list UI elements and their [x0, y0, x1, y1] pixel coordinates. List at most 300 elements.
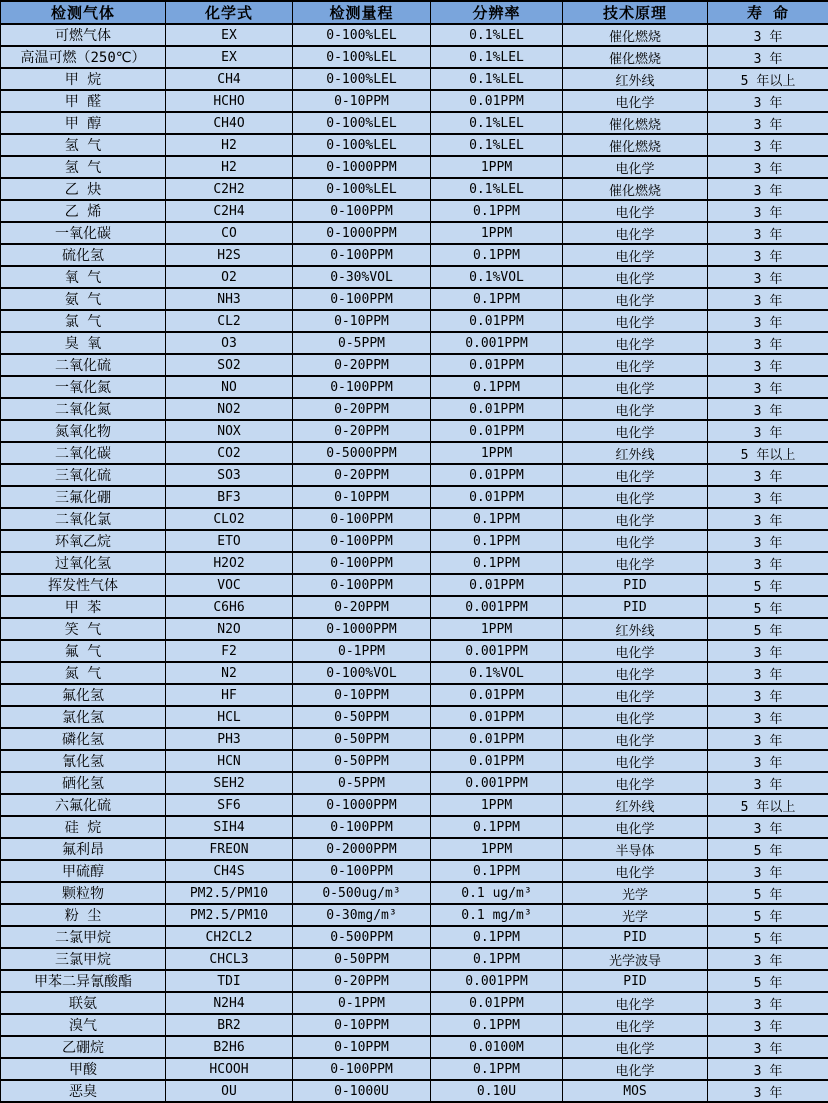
cell-principle: 电化学: [563, 376, 708, 398]
table-row: [1, 684, 828, 706]
cell-resolution: 0.01PPM: [431, 90, 563, 112]
column-header-range: 检测量程: [293, 1, 431, 24]
cell-principle: 电化学: [563, 860, 708, 882]
cell-principle: 电化学: [563, 1058, 708, 1080]
cell-principle: PID: [563, 574, 708, 596]
cell-gas: 氮氧化物: [1, 420, 166, 442]
cell-lifespan: 3 年: [708, 266, 828, 288]
cell-range: 0-20PPM: [293, 420, 431, 442]
cell-range: 0-100PPM: [293, 574, 431, 596]
cell-lifespan: 3 年: [708, 750, 828, 772]
cell-gas: 氧 气: [1, 266, 166, 288]
cell-principle: 电化学: [563, 508, 708, 530]
cell-gas: 甲 醛: [1, 90, 166, 112]
cell-gas: 二氧化氯: [1, 508, 166, 530]
cell-range: 0-100PPM: [293, 530, 431, 552]
cell-resolution: 0.1%LEL: [431, 178, 563, 200]
table-row: [1, 794, 828, 816]
cell-lifespan: 5 年: [708, 618, 828, 640]
cell-gas: 一氧化碳: [1, 222, 166, 244]
cell-principle: 电化学: [563, 728, 708, 750]
cell-resolution: 0.001PPM: [431, 332, 563, 354]
cell-resolution: 0.1%LEL: [431, 134, 563, 156]
table-row: [1, 530, 828, 552]
cell-principle: 半导体: [563, 838, 708, 860]
cell-lifespan: 3 年: [708, 134, 828, 156]
table-row: [1, 552, 828, 574]
cell-principle: 催化燃烧: [563, 112, 708, 134]
table-row: [1, 398, 828, 420]
cell-resolution: 0.1%VOL: [431, 662, 563, 684]
cell-formula: CO: [166, 222, 293, 244]
cell-resolution: 0.1PPM: [431, 816, 563, 838]
cell-principle: 催化燃烧: [563, 24, 708, 46]
cell-formula: CH2CL2: [166, 926, 293, 948]
cell-range: 0-100%LEL: [293, 178, 431, 200]
cell-range: 0-100PPM: [293, 816, 431, 838]
cell-principle: 电化学: [563, 288, 708, 310]
cell-resolution: 0.1%LEL: [431, 24, 563, 46]
cell-gas: 硫化氢: [1, 244, 166, 266]
cell-range: 0-1000PPM: [293, 156, 431, 178]
cell-lifespan: 5 年: [708, 926, 828, 948]
cell-lifespan: 3 年: [708, 90, 828, 112]
cell-lifespan: 5 年以上: [708, 442, 828, 464]
cell-range: 0-100PPM: [293, 1058, 431, 1080]
cell-lifespan: 3 年: [708, 420, 828, 442]
cell-gas: 甲 醇: [1, 112, 166, 134]
cell-gas: 磷化氢: [1, 728, 166, 750]
cell-resolution: 1PPM: [431, 442, 563, 464]
cell-gas: 甲硫醇: [1, 860, 166, 882]
cell-lifespan: 3 年: [708, 398, 828, 420]
cell-lifespan: 3 年: [708, 156, 828, 178]
cell-gas: 甲 烷: [1, 68, 166, 90]
table-row: [1, 244, 828, 266]
cell-formula: C6H6: [166, 596, 293, 618]
cell-principle: 电化学: [563, 156, 708, 178]
cell-formula: HCN: [166, 750, 293, 772]
table-row: [1, 200, 828, 222]
cell-principle: 催化燃烧: [563, 178, 708, 200]
cell-resolution: 0.01PPM: [431, 992, 563, 1014]
table-row: [1, 310, 828, 332]
cell-resolution: 0.01PPM: [431, 706, 563, 728]
table-row: [1, 574, 828, 596]
cell-gas: 臭 氧: [1, 332, 166, 354]
cell-formula: N2O: [166, 618, 293, 640]
cell-resolution: 0.1PPM: [431, 244, 563, 266]
cell-gas: 氮 气: [1, 662, 166, 684]
table-row: [1, 618, 828, 640]
cell-principle: 电化学: [563, 222, 708, 244]
column-header-formula: 化学式: [166, 1, 293, 24]
cell-principle: PID: [563, 926, 708, 948]
cell-gas: 二氯甲烷: [1, 926, 166, 948]
cell-range: 0-5PPM: [293, 772, 431, 794]
cell-principle: 红外线: [563, 794, 708, 816]
cell-lifespan: 3 年: [708, 684, 828, 706]
cell-principle: 催化燃烧: [563, 46, 708, 68]
cell-formula: BF3: [166, 486, 293, 508]
cell-resolution: 0.001PPM: [431, 772, 563, 794]
table-row: [1, 882, 828, 904]
cell-principle: 电化学: [563, 310, 708, 332]
cell-gas: 粉 尘: [1, 904, 166, 926]
cell-resolution: 0.01PPM: [431, 750, 563, 772]
cell-principle: 电化学: [563, 552, 708, 574]
cell-formula: PM2.5/PM10: [166, 882, 293, 904]
cell-formula: C2H4: [166, 200, 293, 222]
cell-resolution: 1PPM: [431, 838, 563, 860]
cell-range: 0-100%LEL: [293, 46, 431, 68]
cell-principle: 电化学: [563, 486, 708, 508]
cell-formula: SIH4: [166, 816, 293, 838]
cell-gas: 三氟化硼: [1, 486, 166, 508]
cell-range: 0-100PPM: [293, 200, 431, 222]
cell-range: 0-20PPM: [293, 970, 431, 992]
cell-principle: 光学波导: [563, 948, 708, 970]
table-row: [1, 508, 828, 530]
cell-lifespan: 3 年: [708, 486, 828, 508]
cell-range: 0-100%LEL: [293, 68, 431, 90]
cell-gas: 乙 炔: [1, 178, 166, 200]
cell-principle: 电化学: [563, 244, 708, 266]
cell-lifespan: 5 年: [708, 882, 828, 904]
cell-principle: 电化学: [563, 1014, 708, 1036]
cell-formula: SEH2: [166, 772, 293, 794]
cell-gas: 过氧化氢: [1, 552, 166, 574]
cell-formula: NO2: [166, 398, 293, 420]
cell-formula: PH3: [166, 728, 293, 750]
cell-gas: 六氟化硫: [1, 794, 166, 816]
table-row: [1, 1036, 828, 1058]
cell-range: 0-1000PPM: [293, 222, 431, 244]
table-row: [1, 90, 828, 112]
cell-formula: EX: [166, 24, 293, 46]
table-row: [1, 464, 828, 486]
cell-formula: CL2: [166, 310, 293, 332]
table-row: [1, 750, 828, 772]
cell-resolution: 0.1%LEL: [431, 68, 563, 90]
cell-gas: 环氧乙烷: [1, 530, 166, 552]
cell-principle: 电化学: [563, 332, 708, 354]
cell-gas: 二氧化氮: [1, 398, 166, 420]
cell-resolution: 0.1%VOL: [431, 266, 563, 288]
cell-resolution: 0.01PPM: [431, 486, 563, 508]
cell-lifespan: 3 年: [708, 508, 828, 530]
table-row: [1, 640, 828, 662]
cell-formula: O2: [166, 266, 293, 288]
table-row: [1, 860, 828, 882]
cell-range: 0-1000U: [293, 1080, 431, 1102]
cell-formula: FREON: [166, 838, 293, 860]
cell-resolution: 0.1PPM: [431, 288, 563, 310]
cell-principle: 电化学: [563, 640, 708, 662]
cell-resolution: 0.1PPM: [431, 1014, 563, 1036]
table-row: [1, 486, 828, 508]
cell-formula: H2: [166, 156, 293, 178]
cell-resolution: 0.1PPM: [431, 508, 563, 530]
cell-lifespan: 5 年: [708, 574, 828, 596]
table-row: [1, 288, 828, 310]
cell-gas: 甲苯二异氰酸酯: [1, 970, 166, 992]
cell-range: 0-10PPM: [293, 90, 431, 112]
cell-resolution: 0.01PPM: [431, 354, 563, 376]
cell-lifespan: 3 年: [708, 1058, 828, 1080]
table-header: [1, 1, 828, 24]
cell-resolution: 0.01PPM: [431, 728, 563, 750]
column-header-gas: 检测气体: [1, 1, 166, 24]
table-row: [1, 68, 828, 90]
cell-range: 0-20PPM: [293, 354, 431, 376]
cell-principle: 红外线: [563, 68, 708, 90]
cell-resolution: 0.0100M: [431, 1036, 563, 1058]
cell-gas: 溴气: [1, 1014, 166, 1036]
cell-gas: 氨 气: [1, 288, 166, 310]
table-row: [1, 24, 828, 46]
cell-gas: 氯化氢: [1, 706, 166, 728]
cell-resolution: 1PPM: [431, 222, 563, 244]
cell-lifespan: 5 年: [708, 596, 828, 618]
cell-formula: NH3: [166, 288, 293, 310]
cell-principle: 电化学: [563, 530, 708, 552]
cell-formula: HF: [166, 684, 293, 706]
column-header-resolution: 分辨率: [431, 1, 563, 24]
cell-resolution: 0.1PPM: [431, 552, 563, 574]
table-row: [1, 442, 828, 464]
cell-range: 0-50PPM: [293, 706, 431, 728]
cell-range: 0-100PPM: [293, 552, 431, 574]
cell-lifespan: 3 年: [708, 530, 828, 552]
cell-formula: PM2.5/PM10: [166, 904, 293, 926]
cell-lifespan: 3 年: [708, 46, 828, 68]
cell-range: 0-1PPM: [293, 640, 431, 662]
cell-gas: 硒化氢: [1, 772, 166, 794]
cell-principle: 电化学: [563, 816, 708, 838]
table-row: [1, 222, 828, 244]
cell-resolution: 0.1%LEL: [431, 46, 563, 68]
cell-gas: 氟化氢: [1, 684, 166, 706]
cell-resolution: 0.01PPM: [431, 398, 563, 420]
cell-principle: 电化学: [563, 772, 708, 794]
cell-range: 0-500PPM: [293, 926, 431, 948]
cell-principle: 红外线: [563, 442, 708, 464]
table-row: [1, 46, 828, 68]
cell-range: 0-2000PPM: [293, 838, 431, 860]
table-row: [1, 970, 828, 992]
cell-range: 0-30%VOL: [293, 266, 431, 288]
cell-lifespan: 3 年: [708, 860, 828, 882]
cell-lifespan: 3 年: [708, 222, 828, 244]
cell-range: 0-50PPM: [293, 750, 431, 772]
cell-gas: 三氯甲烷: [1, 948, 166, 970]
cell-principle: 电化学: [563, 750, 708, 772]
cell-range: 0-50PPM: [293, 728, 431, 750]
cell-range: 0-100%LEL: [293, 24, 431, 46]
cell-principle: MOS: [563, 1080, 708, 1102]
cell-gas: 乙 烯: [1, 200, 166, 222]
cell-principle: 电化学: [563, 200, 708, 222]
cell-lifespan: 3 年: [708, 354, 828, 376]
table-row: [1, 376, 828, 398]
cell-lifespan: 3 年: [708, 112, 828, 134]
cell-formula: CH4S: [166, 860, 293, 882]
cell-range: 0-1PPM: [293, 992, 431, 1014]
cell-lifespan: 5 年以上: [708, 68, 828, 90]
cell-range: 0-10PPM: [293, 486, 431, 508]
table-row: [1, 1014, 828, 1036]
cell-lifespan: 3 年: [708, 332, 828, 354]
cell-formula: CO2: [166, 442, 293, 464]
cell-formula: O3: [166, 332, 293, 354]
cell-gas: 二氧化碳: [1, 442, 166, 464]
cell-principle: 电化学: [563, 354, 708, 376]
table-row: [1, 816, 828, 838]
cell-principle: 红外线: [563, 618, 708, 640]
cell-formula: N2: [166, 662, 293, 684]
table-row: [1, 904, 828, 926]
cell-resolution: 0.1 ug/m³: [431, 882, 563, 904]
cell-resolution: 0.1PPM: [431, 860, 563, 882]
table-row: [1, 706, 828, 728]
cell-resolution: 0.001PPM: [431, 970, 563, 992]
cell-lifespan: 3 年: [708, 310, 828, 332]
column-header-principle: 技术原理: [563, 1, 708, 24]
cell-formula: CHCL3: [166, 948, 293, 970]
cell-range: 0-30mg/m³: [293, 904, 431, 926]
cell-gas: 颗粒物: [1, 882, 166, 904]
cell-gas: 氯 气: [1, 310, 166, 332]
column-header-lifespan: 寿 命: [708, 1, 828, 24]
table-row: [1, 1058, 828, 1080]
cell-range: 0-100PPM: [293, 376, 431, 398]
cell-gas: 甲 苯: [1, 596, 166, 618]
table-row: [1, 772, 828, 794]
cell-principle: PID: [563, 970, 708, 992]
cell-lifespan: 3 年: [708, 816, 828, 838]
cell-range: 0-20PPM: [293, 596, 431, 618]
cell-principle: PID: [563, 596, 708, 618]
cell-resolution: 0.1PPM: [431, 926, 563, 948]
cell-formula: BR2: [166, 1014, 293, 1036]
cell-resolution: 0.1PPM: [431, 530, 563, 552]
table-row: [1, 926, 828, 948]
cell-gas: 二氧化硫: [1, 354, 166, 376]
cell-gas: 氢 气: [1, 156, 166, 178]
cell-lifespan: 5 年: [708, 970, 828, 992]
cell-principle: 电化学: [563, 1036, 708, 1058]
cell-range: 0-500ug/m³: [293, 882, 431, 904]
cell-gas: 可燃气体: [1, 24, 166, 46]
cell-gas: 氰化氢: [1, 750, 166, 772]
cell-lifespan: 5 年以上: [708, 794, 828, 816]
cell-resolution: 0.01PPM: [431, 684, 563, 706]
cell-lifespan: 3 年: [708, 464, 828, 486]
header-row: [1, 1, 828, 24]
cell-range: 0-10PPM: [293, 310, 431, 332]
cell-principle: 电化学: [563, 90, 708, 112]
cell-formula: B2H6: [166, 1036, 293, 1058]
cell-resolution: 0.1PPM: [431, 948, 563, 970]
cell-range: 0-100%LEL: [293, 112, 431, 134]
cell-range: 0-20PPM: [293, 398, 431, 420]
cell-lifespan: 3 年: [708, 772, 828, 794]
cell-lifespan: 3 年: [708, 706, 828, 728]
cell-principle: 电化学: [563, 398, 708, 420]
cell-range: 0-1000PPM: [293, 618, 431, 640]
cell-lifespan: 5 年: [708, 904, 828, 926]
cell-gas: 硅 烷: [1, 816, 166, 838]
cell-range: 0-100%VOL: [293, 662, 431, 684]
cell-lifespan: 5 年: [708, 838, 828, 860]
cell-lifespan: 3 年: [708, 552, 828, 574]
cell-principle: 催化燃烧: [563, 134, 708, 156]
cell-range: 0-1000PPM: [293, 794, 431, 816]
cell-range: 0-10PPM: [293, 1014, 431, 1036]
cell-formula: SF6: [166, 794, 293, 816]
cell-resolution: 0.001PPM: [431, 640, 563, 662]
cell-lifespan: 3 年: [708, 376, 828, 398]
cell-range: 0-100PPM: [293, 860, 431, 882]
cell-formula: TDI: [166, 970, 293, 992]
table-row: [1, 992, 828, 1014]
table-row: [1, 596, 828, 618]
table-row: [1, 332, 828, 354]
cell-gas: 氢 气: [1, 134, 166, 156]
cell-resolution: 0.01PPM: [431, 464, 563, 486]
cell-lifespan: 3 年: [708, 1014, 828, 1036]
cell-principle: 电化学: [563, 266, 708, 288]
cell-range: 0-50PPM: [293, 948, 431, 970]
table-row: [1, 420, 828, 442]
cell-range: 0-100PPM: [293, 244, 431, 266]
cell-formula: EX: [166, 46, 293, 68]
cell-resolution: 0.1PPM: [431, 1058, 563, 1080]
cell-gas: 氟 气: [1, 640, 166, 662]
cell-formula: NO: [166, 376, 293, 398]
cell-gas: 恶臭: [1, 1080, 166, 1102]
cell-resolution: 0.01PPM: [431, 574, 563, 596]
cell-range: 0-100PPM: [293, 288, 431, 310]
cell-principle: 光学: [563, 904, 708, 926]
cell-range: 0-5PPM: [293, 332, 431, 354]
cell-formula: CH4O: [166, 112, 293, 134]
cell-principle: 电化学: [563, 992, 708, 1014]
cell-lifespan: 3 年: [708, 24, 828, 46]
table-row: [1, 662, 828, 684]
cell-lifespan: 3 年: [708, 728, 828, 750]
cell-gas: 一氧化氮: [1, 376, 166, 398]
table-row: [1, 728, 828, 750]
table-row: [1, 134, 828, 156]
cell-range: 0-10PPM: [293, 684, 431, 706]
cell-formula: C2H2: [166, 178, 293, 200]
cell-gas: 乙硼烷: [1, 1036, 166, 1058]
cell-range: 0-100%LEL: [293, 134, 431, 156]
cell-range: 0-10PPM: [293, 1036, 431, 1058]
cell-gas: 甲酸: [1, 1058, 166, 1080]
cell-principle: 电化学: [563, 706, 708, 728]
cell-formula: HCHO: [166, 90, 293, 112]
cell-principle: 电化学: [563, 662, 708, 684]
cell-range: 0-20PPM: [293, 464, 431, 486]
cell-resolution: 0.1 mg/m³: [431, 904, 563, 926]
cell-lifespan: 3 年: [708, 992, 828, 1014]
table-row: [1, 1080, 828, 1102]
table-row: [1, 266, 828, 288]
table-row: [1, 156, 828, 178]
